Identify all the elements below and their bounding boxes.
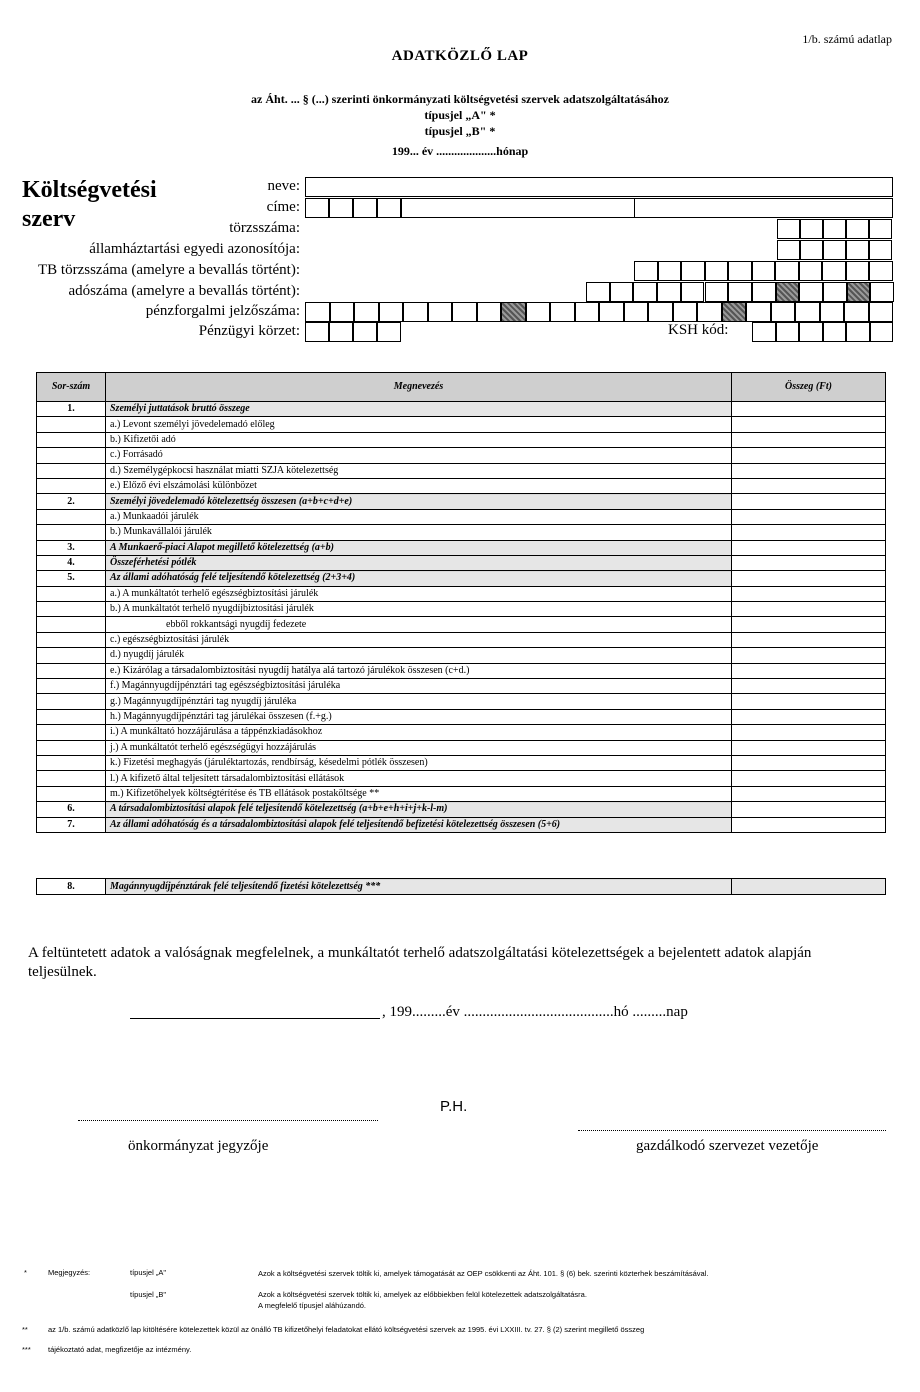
org-heading-line1: Költségvetési	[22, 177, 157, 203]
row-amount-field[interactable]	[732, 679, 886, 694]
row-label: Összeférhetési pótlék	[106, 555, 732, 570]
row-label: a.) Munkaadói járulék	[106, 509, 732, 524]
place-field[interactable]	[130, 1018, 380, 1019]
ksh-code-label: KSH kód:	[668, 322, 729, 338]
ksh-code-box[interactable]	[823, 322, 847, 342]
ksh-code-box[interactable]	[799, 322, 823, 342]
bank-account-box[interactable]	[844, 302, 869, 322]
table-row	[37, 879, 886, 895]
row-number: 5.	[37, 571, 106, 586]
org-heading-line2: szerv	[22, 206, 76, 232]
state-id-box[interactable]	[869, 240, 892, 260]
date-line: , 199.........év ........................................hó .........nap	[382, 1004, 688, 1020]
row-amount-field[interactable]	[732, 786, 886, 801]
row-number	[37, 463, 106, 478]
bank-account-box[interactable]	[624, 302, 649, 322]
bank-account-box[interactable]	[575, 302, 600, 322]
tax-number-box[interactable]	[728, 282, 752, 302]
row-amount-field[interactable]	[732, 586, 886, 601]
registry-number-box[interactable]	[869, 219, 892, 239]
state-id-box[interactable]	[777, 240, 800, 260]
row-amount-field[interactable]	[732, 494, 886, 509]
row-amount-field[interactable]	[732, 802, 886, 817]
row-label: d.) Személygépkocsi használat miatti SZJA kötelezettség	[106, 463, 732, 478]
row-number: 2.	[37, 494, 106, 509]
row-number	[37, 525, 106, 540]
type-a-label: típusjel „A" *	[424, 108, 496, 122]
row-label: e.) Előző évi elszámolási különbözet	[106, 478, 732, 493]
bank-account-box[interactable]	[550, 302, 575, 322]
table-row	[37, 494, 886, 509]
row-label: a.) A munkáltatót terhelő egészségbiztosítási járulék	[106, 586, 732, 601]
table-row	[37, 463, 886, 478]
table-row	[37, 786, 886, 801]
row-number: 7.	[37, 817, 106, 832]
row-label: l.) A kifizető által teljesített társadalombiztosítási ellátások	[106, 771, 732, 786]
row-label: g.) Magánnyugdíjpénztári tag nyugdíj járuléka	[106, 694, 732, 709]
left-signature-label: önkormányzat jegyzője	[128, 1138, 269, 1154]
col-header-no: Sor-szám	[37, 373, 106, 402]
table-row	[37, 509, 886, 524]
note-2-text: az 1/b. számú adatközlő lap kitöltésére kötelezettek közül az önálló TB kifizetőhelyi feladatokat ellátó költségvetési szervek az 1995. évi LXXIII. tv. 27. § (2) szerint megillető összeg	[48, 1325, 645, 1334]
bank-account-box[interactable]	[795, 302, 820, 322]
row-label: j.) A munkáltatót terhelő egészségügyi hozzájárulás	[106, 740, 732, 755]
field-label-address: címe:	[266, 199, 300, 215]
note-1-underline-hint: A megfelelő típusjel aláhúzandó.	[258, 1301, 366, 1310]
row-label: Az állami adóhatóság felé teljesítendő kötelezettség (2+3+4)	[106, 571, 732, 586]
row-number: 3.	[37, 540, 106, 555]
row-number	[37, 632, 106, 647]
tax-number-box[interactable]	[847, 282, 871, 302]
district-box[interactable]	[353, 322, 377, 342]
tax-number-box[interactable]	[752, 282, 776, 302]
row-label: m.) Kifizetőhelyek költségtérítése és TB ellátások postaköltsége **	[106, 786, 732, 801]
row-number	[37, 771, 106, 786]
row-number	[37, 740, 106, 755]
row-amount-field[interactable]	[732, 709, 886, 724]
table-row	[37, 648, 886, 663]
table-row	[37, 771, 886, 786]
tb-number-box[interactable]	[681, 261, 705, 281]
row-label: c.) Forrásadó	[106, 448, 732, 463]
row-label: e.) Kizárólag a társadalombiztosítási nyugdíj hatálya alá tartozó járulékok összesen (c+d.)	[106, 663, 732, 678]
row-label: A társadalombiztosítási alapok felé teljesítendő kötelezettség (a+b+e+h+i+j+k-l-m)	[106, 802, 732, 817]
note-1-label: Megjegyzés:	[48, 1268, 91, 1277]
note-1-type-b: típusjel „B"	[130, 1290, 167, 1299]
bank-account-box[interactable]	[428, 302, 453, 322]
field-label-financial-district: Pénzügyi körzet:	[198, 323, 300, 339]
tax-number-box[interactable]	[681, 282, 705, 302]
ksh-code-box[interactable]	[752, 322, 776, 342]
row-label: b.) Munkavállalói járulék	[106, 525, 732, 540]
district-box[interactable]	[305, 322, 329, 342]
row-number	[37, 617, 106, 632]
row-label: ebből rokkantsági nyugdíj fedezete	[106, 617, 732, 632]
tb-number-box[interactable]	[822, 261, 846, 281]
row-number	[37, 478, 106, 493]
row-number	[37, 725, 106, 740]
stamp-placeholder: P.H.	[440, 1098, 468, 1115]
ksh-code-box[interactable]	[870, 322, 894, 342]
row-number	[37, 755, 106, 770]
table-row	[37, 694, 886, 709]
address-postcode-box[interactable]	[377, 198, 401, 218]
bank-account-box[interactable]	[330, 302, 355, 322]
tax-number-box[interactable]	[799, 282, 823, 302]
table-row	[37, 817, 886, 832]
row-label: A Munkaerő-piaci Alapot megillető kötelezettség (a+b)	[106, 540, 732, 555]
row-amount-field[interactable]	[732, 402, 886, 417]
obligations-table	[36, 372, 886, 833]
row-number	[37, 648, 106, 663]
state-id-box[interactable]	[800, 240, 823, 260]
row-amount-field[interactable]	[732, 602, 886, 617]
row-number	[37, 602, 106, 617]
row-label: Az állami adóhatóság és a társadalombiztosítási alapok felé teljesítendő befizetési kötelezettség összesen (5+6)	[106, 817, 732, 832]
row-amount-field[interactable]	[732, 771, 886, 786]
declaration-text: A feltüntetett adatok a valóságnak megfelelnek, a munkáltatót terhelő adatszolgáltatási kötelezettségek a bejelentett adatok alapján teljesülnek.	[28, 945, 812, 980]
tax-number-box[interactable]	[705, 282, 729, 302]
org-heading	[22, 176, 157, 234]
row-label: Személyi jövedelemadó kötelezettség összesen (a+b+c+d+e)	[106, 494, 732, 509]
table-row	[37, 725, 886, 740]
address-postcode-box[interactable]	[305, 198, 329, 218]
bank-account-box[interactable]	[305, 302, 330, 322]
note-3-text: tájékoztató adat, megfizetője az intézmény.	[48, 1345, 192, 1354]
bank-account-box[interactable]	[648, 302, 673, 322]
tax-number-box[interactable]	[610, 282, 634, 302]
bank-account-box[interactable]	[820, 302, 845, 322]
row-number	[37, 663, 106, 678]
tb-number-box[interactable]	[846, 261, 870, 281]
tax-number-box[interactable]	[586, 282, 610, 302]
table-row	[37, 525, 886, 540]
row-label: h.) Magánnyugdíjpénztári tag járulékai összesen (f.+g.)	[106, 709, 732, 724]
row-label: d.) nyugdíj járulék	[106, 648, 732, 663]
district-box[interactable]	[377, 322, 401, 342]
field-label-tax-number: adószáma (amelyre a bevallás történt):	[68, 283, 300, 299]
row-amount-field[interactable]	[732, 463, 886, 478]
row-amount-field[interactable]	[732, 740, 886, 755]
row-number: 8.	[37, 879, 106, 895]
ksh-code-box[interactable]	[776, 322, 800, 342]
field-label-state-id: államháztartási egyedi azonosítója:	[89, 241, 300, 257]
bank-account-box[interactable]	[697, 302, 722, 322]
table-row	[37, 755, 886, 770]
table-row	[37, 740, 886, 755]
note-1-mark: *	[24, 1268, 27, 1277]
tax-number-box[interactable]	[657, 282, 681, 302]
row-amount-field[interactable]	[732, 648, 886, 663]
note-3-mark: ***	[22, 1345, 31, 1354]
tb-number-box[interactable]	[634, 261, 658, 281]
table-row	[37, 802, 886, 817]
table-row	[37, 709, 886, 724]
table-row	[37, 571, 886, 586]
page-title: ADATKÖZLŐ LAP	[391, 48, 529, 64]
row-label: a.) Levont személyi jövedelemadó előleg	[106, 417, 732, 432]
tb-number-box[interactable]	[705, 261, 729, 281]
tb-number-box[interactable]	[752, 261, 776, 281]
address-city-field[interactable]	[401, 198, 635, 218]
row-amount-field[interactable]	[732, 448, 886, 463]
note-1-type-b-text: Azok a költségvetési szervek töltik ki, amelyek az előbbiekben felül kötelezettek adatszolgáltatásra.	[258, 1290, 587, 1299]
row-amount-field[interactable]	[732, 478, 886, 493]
table-row	[37, 448, 886, 463]
bank-account-box[interactable]	[722, 302, 747, 322]
form-number: 1/b. számú adatlap	[802, 32, 892, 46]
row-amount-field[interactable]	[732, 540, 886, 555]
table-row	[37, 663, 886, 678]
row-number	[37, 586, 106, 601]
district-box[interactable]	[329, 322, 353, 342]
registry-number-box[interactable]	[823, 219, 846, 239]
state-id-box[interactable]	[823, 240, 846, 260]
address-street-field[interactable]	[634, 198, 893, 218]
table-row	[37, 617, 886, 632]
row-number	[37, 432, 106, 447]
row-amount-field[interactable]	[732, 417, 886, 432]
row-label: f.) Magánnyugdíjpénztári tag egészségbiztosítási járuléka	[106, 679, 732, 694]
table-row	[37, 417, 886, 432]
tb-number-box[interactable]	[869, 261, 893, 281]
row-number	[37, 679, 106, 694]
bank-account-box[interactable]	[501, 302, 526, 322]
bank-account-box[interactable]	[452, 302, 477, 322]
state-id-box[interactable]	[846, 240, 869, 260]
row-amount-field[interactable]	[732, 571, 886, 586]
bank-account-box[interactable]	[869, 302, 894, 322]
tax-number-box[interactable]	[870, 282, 894, 302]
row-number	[37, 509, 106, 524]
period-label: 199... év ....................hónap	[391, 144, 529, 158]
row-number: 1.	[37, 402, 106, 417]
row-label: b.) Kifizetői adó	[106, 432, 732, 447]
row-amount-field[interactable]	[732, 555, 886, 570]
bank-account-box[interactable]	[354, 302, 379, 322]
row-amount-field[interactable]	[732, 509, 886, 524]
table-body	[37, 402, 886, 833]
note-1-type-a: típusjel „A"	[130, 1268, 167, 1277]
row-amount-field[interactable]	[732, 817, 886, 832]
row-amount-field[interactable]	[732, 755, 886, 770]
bank-account-box[interactable]	[403, 302, 428, 322]
tax-number-box[interactable]	[823, 282, 847, 302]
table-row	[37, 402, 886, 417]
left-signature-line[interactable]	[78, 1120, 378, 1121]
tb-number-box[interactable]	[658, 261, 682, 281]
tax-number-box[interactable]	[776, 282, 800, 302]
ksh-code-box[interactable]	[846, 322, 870, 342]
row-label: Magánnyugdíjpénztárak felé teljesítendő fizetési kötelezettség ***	[106, 879, 732, 895]
field-label-name: neve:	[267, 178, 300, 194]
table-row	[37, 679, 886, 694]
tax-number-box[interactable]	[633, 282, 657, 302]
right-signature-line[interactable]	[578, 1130, 886, 1131]
row-number	[37, 694, 106, 709]
subtitle: az Áht. ... § (...) szerinti önkormányzati költségvetési szervek adatszolgáltatásához	[251, 92, 669, 106]
row-amount-field[interactable]	[732, 694, 886, 709]
row-label: i.) A munkáltató hozzájárulása a táppénzkiadásokhoz	[106, 725, 732, 740]
row-label: Személyi juttatások bruttó összege	[106, 402, 732, 417]
table-row	[37, 555, 886, 570]
bank-account-box[interactable]	[746, 302, 771, 322]
tb-number-box[interactable]	[728, 261, 752, 281]
row-amount-field[interactable]	[732, 617, 886, 632]
table-row	[37, 632, 886, 647]
bank-account-box[interactable]	[673, 302, 698, 322]
row-number: 6.	[37, 802, 106, 817]
address-postcode-box[interactable]	[353, 198, 377, 218]
row-amount-field[interactable]	[732, 525, 886, 540]
table-row	[37, 432, 886, 447]
row-amount-field[interactable]	[732, 632, 886, 647]
row-label: b.) A munkáltatót terhelő nyugdíjbiztosítási járulék	[106, 602, 732, 617]
table-row	[37, 586, 886, 601]
row-label: k.) Fizetési meghagyás (járuléktartozás, rendbírság, késedelmi pótlék összesen)	[106, 755, 732, 770]
row-number	[37, 786, 106, 801]
bank-account-box[interactable]	[771, 302, 796, 322]
bank-account-box[interactable]	[526, 302, 551, 322]
col-header-amount: Összeg (Ft)	[732, 373, 886, 402]
bank-account-box[interactable]	[599, 302, 624, 322]
table-row	[37, 540, 886, 555]
name-field[interactable]	[305, 177, 893, 197]
row-number: 4.	[37, 555, 106, 570]
row-number	[37, 709, 106, 724]
row-number	[37, 417, 106, 432]
field-label-bank-account: pénzforgalmi jelzőszáma:	[145, 303, 300, 319]
row-label: c.) egészségbiztosítási járulék	[106, 632, 732, 647]
table-header	[37, 373, 886, 402]
tb-number-box[interactable]	[799, 261, 823, 281]
registry-number-box[interactable]	[846, 219, 869, 239]
type-b-label: típusjel „B" *	[424, 124, 496, 138]
address-postcode-box[interactable]	[329, 198, 353, 218]
right-signature-label: gazdálkodó szervezet vezetője	[636, 1138, 819, 1154]
field-label-registry: törzsszáma:	[229, 220, 300, 236]
registry-number-box[interactable]	[800, 219, 823, 239]
pension-fund-table	[36, 878, 886, 895]
table-row	[37, 478, 886, 493]
row-amount-field[interactable]	[732, 432, 886, 447]
tb-number-box[interactable]	[775, 261, 799, 281]
bank-account-box[interactable]	[379, 302, 404, 322]
row-amount-field[interactable]	[732, 879, 886, 895]
row-amount-field[interactable]	[732, 663, 886, 678]
note-1-type-a-text: Azok a költségvetési szervek töltik ki, amelyek támogatását az OEP csökkenti az Áht. 101. § (6) bek. szerinti közterhek beszámításával.	[258, 1269, 709, 1278]
col-header-name: Megnevezés	[106, 373, 732, 402]
note-2-mark: **	[22, 1325, 28, 1334]
row-number	[37, 448, 106, 463]
registry-number-box[interactable]	[777, 219, 800, 239]
table-row	[37, 602, 886, 617]
field-label-tb-number: TB törzsszáma (amelyre a bevallás történt):	[38, 262, 300, 278]
row-amount-field[interactable]	[732, 725, 886, 740]
bank-account-box[interactable]	[477, 302, 502, 322]
